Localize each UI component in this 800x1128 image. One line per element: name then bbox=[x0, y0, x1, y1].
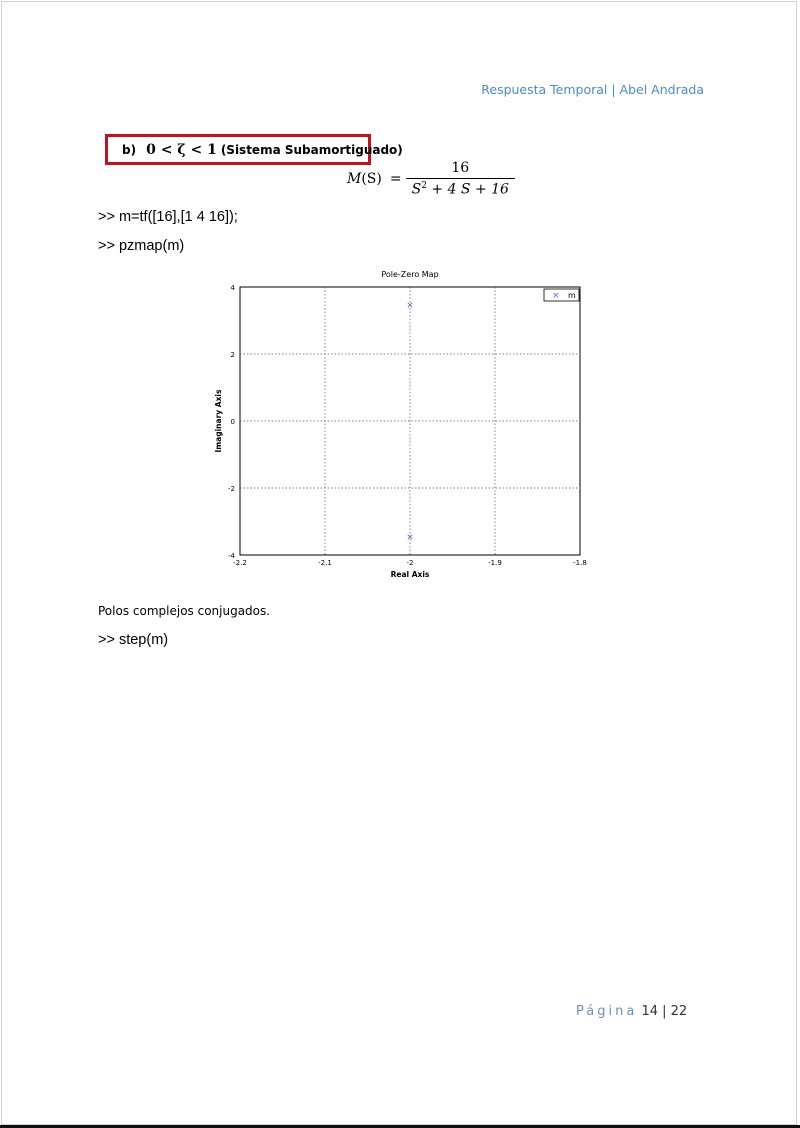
y-tick-label: -4 bbox=[228, 552, 235, 560]
legend bbox=[544, 289, 579, 301]
denominator-rest: + 4 S + 16 bbox=[426, 181, 509, 198]
section-prefix: b) bbox=[122, 142, 137, 157]
section-title: (Sistema Subamortiguado) bbox=[220, 142, 403, 157]
note-text: Polos complejos conjugados. bbox=[98, 604, 271, 618]
y-axis-label: Imaginary Axis bbox=[214, 389, 223, 453]
chart-title: Pole-Zero Map bbox=[381, 270, 439, 279]
command-tf: >> m=tf([16],[1 4 16]); bbox=[98, 209, 238, 225]
command-step: >> step(m) bbox=[98, 632, 169, 648]
y-tick-label: 0 bbox=[230, 418, 235, 426]
footer-page-number: 14 bbox=[641, 1004, 658, 1019]
page-footer bbox=[576, 1004, 687, 1019]
formula-lhs-arg: (S) bbox=[361, 170, 382, 187]
y-tick-label: 2 bbox=[230, 351, 235, 359]
formula-denominator bbox=[406, 178, 515, 198]
command-pzmap: >> pzmap(m) bbox=[98, 238, 185, 254]
x-tick-label: -1.9 bbox=[488, 559, 502, 567]
y-tick-label: 4 bbox=[230, 284, 235, 292]
running-header: Respuesta Temporal | Abel Andrada bbox=[481, 82, 704, 97]
x-tick-label: -2 bbox=[406, 559, 414, 567]
legend-marker: × bbox=[552, 291, 560, 301]
damping-condition: 0 < ζ < 1 bbox=[146, 141, 217, 158]
formula-numerator: 16 bbox=[451, 160, 470, 176]
footer-page-word: Página bbox=[576, 1004, 638, 1019]
section-heading-box bbox=[105, 134, 403, 165]
formula-fraction bbox=[406, 160, 515, 198]
x-tick-label: -2.1 bbox=[318, 559, 332, 567]
formula-lhs bbox=[347, 171, 382, 187]
x-tick-label: -1.8 bbox=[573, 559, 587, 567]
pole-zero-map-figure bbox=[210, 264, 600, 582]
footer-separator: | bbox=[662, 1004, 667, 1019]
denominator-s: S bbox=[411, 181, 422, 198]
formula-equals: = bbox=[389, 170, 402, 187]
x-axis-label: Real Axis bbox=[390, 570, 430, 579]
legend-label: m bbox=[568, 291, 576, 300]
x-tick-label: -2.2 bbox=[233, 559, 247, 567]
denominator-exponent: 2 bbox=[421, 181, 427, 191]
formula-lhs-symbol: M bbox=[347, 170, 362, 187]
transfer-function-formula bbox=[347, 160, 515, 198]
y-tick-label: -2 bbox=[228, 485, 235, 493]
footer-total-pages: 22 bbox=[670, 1004, 688, 1019]
